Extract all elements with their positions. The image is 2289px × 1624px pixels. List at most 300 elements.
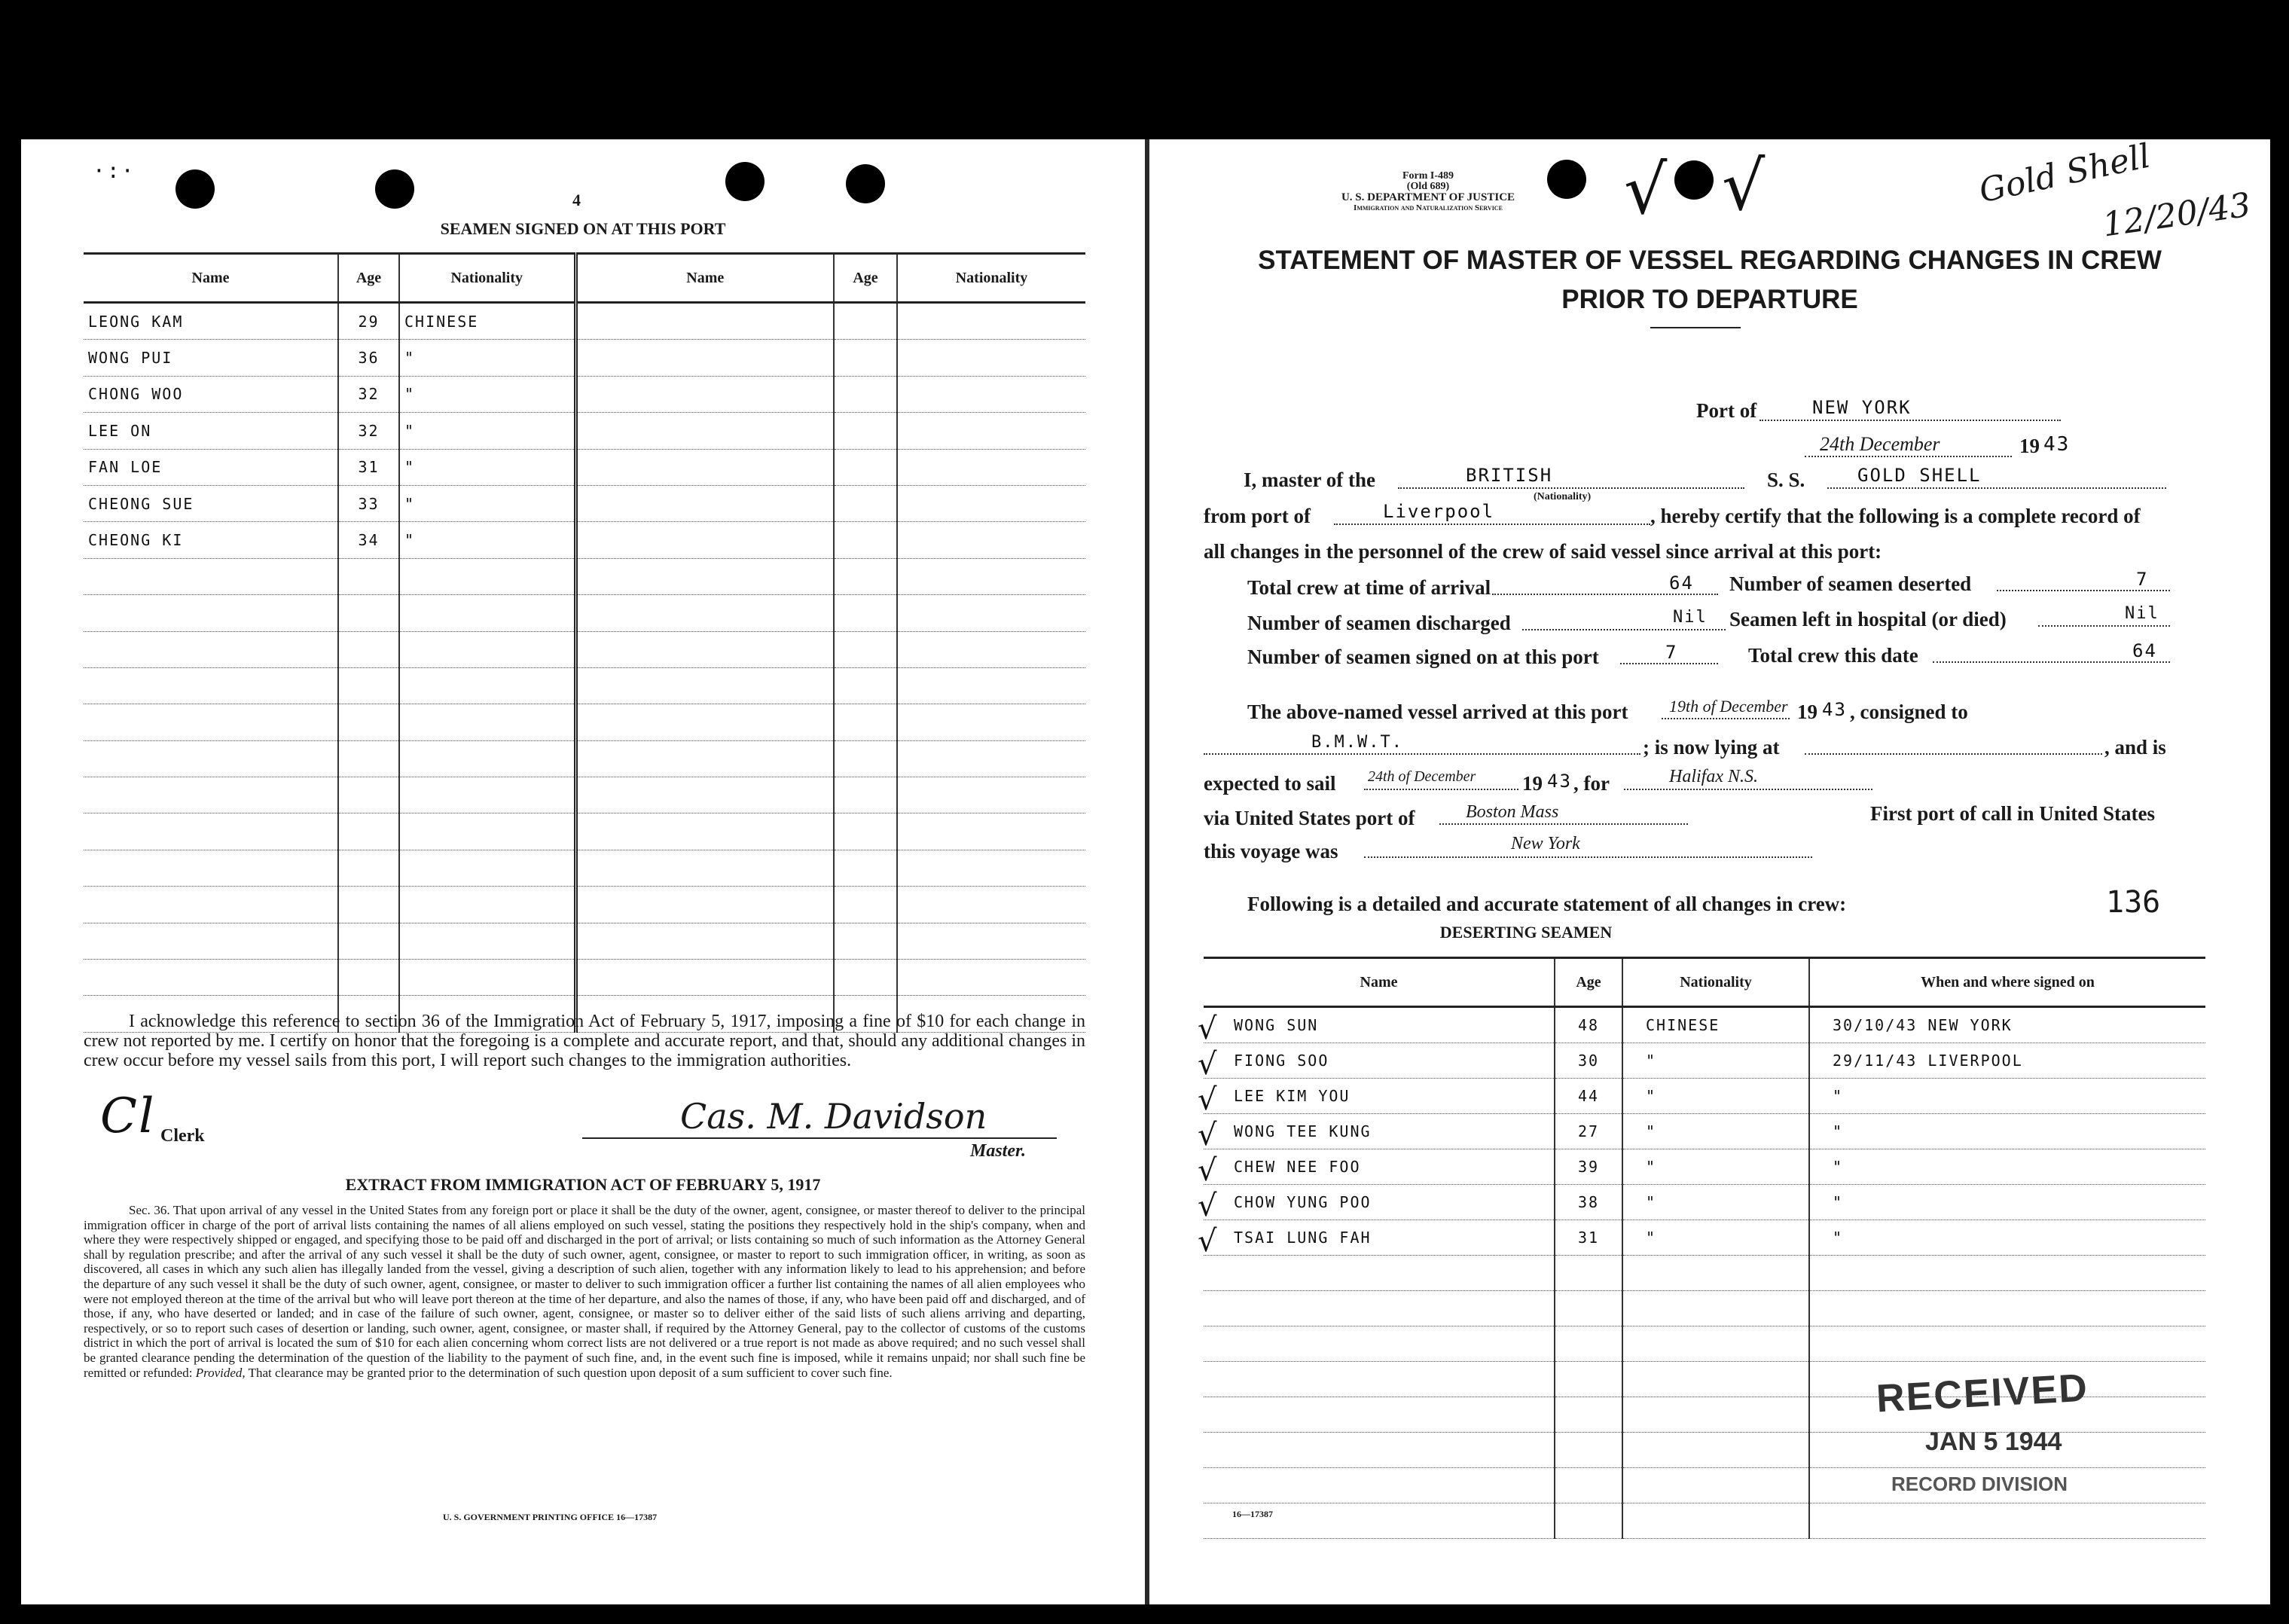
cell-age [1555,1326,1622,1362]
col-age: Age [1555,958,1622,1007]
table-row [84,814,1085,850]
cell-age-2 [834,485,897,521]
cell-name [1204,1256,1555,1291]
hospital-value: Nil [2125,604,2159,623]
cell-nationality [399,704,575,740]
cell-signed-on: " [1809,1185,2205,1220]
cell-age: 38 [1555,1185,1622,1220]
table-row [84,704,1085,740]
certify-text: , hereby certify that the following is a complete record of [1650,505,2141,527]
table-row [84,340,1085,376]
cell-name-2 [575,413,834,449]
cell-name-2 [575,376,834,412]
page-number: 4 [572,191,581,209]
extract-title: EXTRACT FROM IMMIGRATION ACT OF FEBRUARY 5, 1917 [345,1175,821,1194]
cell-name: WONG PUI [84,340,338,376]
cell-nationality-2 [897,814,1085,850]
cell-name [84,814,338,850]
arrived-year-prefix: 19 [1797,701,1817,723]
cell-age [338,631,399,667]
cell-age-2 [834,923,897,959]
cell-age [338,923,399,959]
expected-year: 43 [1547,771,1572,792]
from-port-line [1334,524,1650,525]
date-value: 24th December [1820,433,1940,455]
cell-age [1555,1362,1622,1397]
hospital-line [2038,625,2170,627]
voyage-line [1364,856,1812,858]
received-stamp-date: JAN 5 1944 [1925,1427,2062,1456]
cell-age [1555,1433,1622,1468]
destination-line [1624,789,1872,790]
cell-signed-on [1809,1291,2205,1326]
cell-nationality-2 [897,449,1085,485]
lying-line [1805,753,2102,755]
cell-name-2 [575,449,834,485]
cell-name: √ CHOW YUNG POO [1204,1185,1555,1220]
cell-age: 44 [1555,1079,1622,1114]
signed-on-value: 7 [1665,642,1678,663]
cell-name [84,960,338,996]
cell-name: CHEONG KI [84,522,338,558]
signed-on-label: Number of seamen signed on at this port [1247,646,1599,668]
for-label: , for [1573,772,1610,795]
total-crew-arrival-label: Total crew at time of arrival [1247,576,1491,599]
destination-value: Halifax N.S. [1669,767,1758,786]
cell-age [1555,1503,1622,1539]
right-sheet [1149,136,2270,1604]
col-age: Age [338,254,399,303]
cell-name: √ FIONG SOO [1204,1043,1555,1079]
arrived-value: 19th of December [1669,697,1788,716]
cell-nationality [399,777,575,814]
cell-signed-on: 30/10/43 NEW YORK [1809,1007,2205,1043]
discharged-label: Number of seamen discharged [1247,612,1511,634]
table-row [1204,1114,2205,1149]
left-sheet [21,139,1145,1604]
cell-signed-on: 29/11/43 LIVERPOOL [1809,1043,2205,1079]
check-mark-icon: √ [1198,1047,1219,1082]
consignee-value: B.M.W.T. [1311,733,1403,752]
cell-age: 34 [338,522,399,558]
page-number-stamp: 136 [2106,885,2161,920]
cell-nationality-2 [897,887,1085,923]
cell-age [338,704,399,740]
cell-nationality [399,814,575,850]
total-crew-arrival-value: 64 [1669,572,1694,594]
cell-signed-on [1809,1503,2205,1539]
cell-age: 32 [338,376,399,412]
clerk-signature: Cl [100,1088,156,1144]
cell-nationality: " [399,449,575,485]
arrived-year: 43 [1822,699,1847,720]
table-row [84,449,1085,485]
received-stamp: RECEIVED [1875,1366,2090,1421]
cell-age: 48 [1555,1007,1622,1043]
punch-hole [1674,160,1714,200]
discharged-line [1522,629,1726,630]
cell-nationality: CHINESE [399,303,575,340]
cell-nationality: " [1622,1079,1809,1114]
cell-nationality: " [1622,1114,1809,1149]
check-mark-icon: √ [1198,1082,1219,1117]
cell-age-2 [834,413,897,449]
cell-name-2 [575,850,834,886]
cell-age-2 [834,740,897,777]
from-port-label: from port of [1204,505,1311,527]
table-row [1204,1007,2205,1043]
cell-name: √ WONG SUN [1204,1007,1555,1043]
cell-name [1204,1433,1555,1468]
cell-age-2 [834,704,897,740]
total-crew-arrival-line [1492,594,1718,595]
cell-nationality-2 [897,850,1085,886]
date-year-prefix: 19 [2019,435,2040,457]
cell-nationality [399,850,575,886]
cell-nationality: " [399,522,575,558]
cell-nationality-2 [897,485,1085,521]
voyage-label: this voyage was [1204,840,1338,862]
cell-name-2 [575,960,834,996]
certification-text: I acknowledge this reference to section 36 of the Immigration Act of February 5, 1917, imposing a fine of $10 for each change in crew not reported by me. I certify on honor that the foregoing is a complete and accurate report, and that, should any additional changes in crew occur before my vessel sails from this port, I will report such changes to the immigration authorities. [84,1012,1085,1070]
table-row [84,413,1085,449]
table-row [1204,1326,2205,1362]
cell-nationality [1622,1468,1809,1503]
cell-name-2 [575,887,834,923]
cell-signed-on [1809,1326,2205,1362]
cell-nationality-2 [897,667,1085,704]
expected-line [1364,789,1518,790]
cell-name [84,850,338,886]
section-title: SEAMEN SIGNED ON AT THIS PORT [440,219,726,238]
first-port-label: First port of call in United States [1870,802,2155,825]
deserted-value: 7 [2136,569,2149,590]
via-label: via United States port of [1204,807,1415,829]
cell-name-2 [575,595,834,631]
cell-name-2 [575,923,834,959]
cell-age [338,595,399,631]
cell-age: 27 [1555,1114,1622,1149]
deserted-line [1997,590,2170,591]
table-row [84,887,1085,923]
cell-nationality [1622,1397,1809,1433]
cell-name-2 [575,340,834,376]
nationality-value: BRITISH [1466,465,1553,486]
form-number: Form I-489 (Old 689) U. S. DEPARTMENT OF JUSTICE Immigration and Naturalization Service [1341,170,1515,212]
cell-age [1555,1291,1622,1326]
cell-nationality [399,631,575,667]
corner-mark: ·:· [93,158,136,183]
cell-name [1204,1291,1555,1326]
cell-nationality [399,667,575,704]
table-row [1204,1291,2205,1326]
port-of-line [1759,420,2061,421]
check-mark-icon: √ [1198,1189,1219,1223]
cell-age [338,777,399,814]
cell-nationality-2 [897,413,1085,449]
cell-nationality-2 [897,376,1085,412]
cell-nationality-2 [897,303,1085,340]
master-signature: Cas. M. Davidson [680,1096,987,1137]
cell-age-2 [834,522,897,558]
cell-name [84,595,338,631]
cell-name-2 [575,814,834,850]
check-mark-icon: √ [1198,1012,1219,1046]
cell-name [84,631,338,667]
ss-line [1827,487,2166,489]
col-name-2: Name [575,254,834,303]
hospital-label: Seamen left in hospital (or died) [1729,608,2007,630]
cell-name: LEE ON [84,413,338,449]
cell-age [338,887,399,923]
cell-nationality [1622,1326,1809,1362]
cell-age-2 [834,850,897,886]
port-of-label: Port of [1696,399,1757,422]
cell-name-2 [575,522,834,558]
cell-nationality-2 [897,960,1085,996]
expected-value: 24th of December [1368,768,1476,785]
cell-nationality [399,887,575,923]
punch-hole [1547,160,1586,199]
punch-hole [725,162,765,201]
cell-nationality-2 [897,558,1085,594]
table-row [84,631,1085,667]
handwritten-corner-note: Gold Shell [1976,136,2154,211]
signed-on-line [1620,663,1718,664]
table-row [1204,1149,2205,1185]
cell-age: 31 [1555,1220,1622,1256]
cell-name-2 [575,631,834,667]
cell-name [84,740,338,777]
cell-age: 39 [1555,1149,1622,1185]
via-line [1439,823,1688,825]
cell-age-2 [834,887,897,923]
received-stamp-division: RECORD DIVISION [1891,1473,2068,1495]
cell-name [1204,1326,1555,1362]
cell-age [338,960,399,996]
cell-age: 31 [338,449,399,485]
cell-nationality [1622,1256,1809,1291]
cell-nationality: " [1622,1220,1809,1256]
clerk-label: Clerk [160,1126,205,1146]
punch-hole [846,164,885,203]
cell-nationality: " [1622,1185,1809,1220]
cell-nationality [399,558,575,594]
date-year: 43 [2043,433,2071,456]
discharged-value: Nil [1673,608,1708,627]
cell-signed-on: " [1809,1149,2205,1185]
table-row [1204,1503,2205,1539]
cell-nationality [399,740,575,777]
cell-age-2 [834,376,897,412]
table-row [84,777,1085,814]
table-row [1204,1256,2205,1291]
cell-name-2 [575,485,834,521]
cell-age-2 [834,340,897,376]
changes-text: all changes in the personnel of the crew of said vessel since arrival at this port: [1204,540,1882,563]
cell-nationality [1622,1503,1809,1539]
cell-age: 29 [338,303,399,340]
cell-name [1204,1468,1555,1503]
printer-line: U. S. GOVERNMENT PRINTING OFFICE 16—17387 [443,1512,658,1522]
expected-label: expected to sail [1204,772,1336,795]
printer-line: 16—17387 [1232,1509,1273,1519]
cell-age-2 [834,777,897,814]
cell-name [1204,1362,1555,1397]
col-nationality: Nationality [1622,958,1809,1007]
cell-nationality: " [399,413,575,449]
cell-age-2 [834,303,897,340]
cell-nationality-2 [897,923,1085,959]
arrived-label: The above-named vessel arrived at this port [1247,701,1628,723]
punch-hole [175,169,215,209]
via-value: Boston Mass [1466,802,1559,822]
cell-nationality [399,595,575,631]
master-of-label: I, master of the [1244,469,1375,491]
cell-age-2 [834,631,897,667]
cell-age [338,558,399,594]
cell-name [84,667,338,704]
cell-age [1555,1468,1622,1503]
consignee-line [1204,753,1640,755]
cell-signed-on [1809,1256,2205,1291]
date-line [1805,456,2012,457]
cell-name: √ CHEW NEE FOO [1204,1149,1555,1185]
check-mark-icon: √ [1198,1118,1219,1152]
table-row [84,558,1085,594]
check-mark-icon: √ [1722,147,1766,226]
cell-age [338,667,399,704]
lying-label: ; is now lying at [1643,736,1780,759]
cell-nationality-2 [897,595,1085,631]
cell-age: 32 [338,413,399,449]
cell-name-2 [575,558,834,594]
cell-signed-on: " [1809,1114,2205,1149]
deserting-title: DESERTING SEAMEN [1439,923,1613,942]
cell-name [1204,1397,1555,1433]
following-text: Following is a detailed and accurate statement of all changes in crew: [1247,893,1847,915]
cell-nationality [1622,1362,1809,1397]
port-of-value: NEW YORK [1812,397,1912,418]
cell-nationality-2 [897,340,1085,376]
cell-nationality [399,960,575,996]
cell-nationality: CHINESE [1622,1007,1809,1043]
cell-age: 33 [338,485,399,521]
table-row [84,923,1085,959]
table-row [84,303,1085,340]
table-row [84,740,1085,777]
check-mark-icon: √ [1198,1224,1219,1259]
table-row [84,522,1085,558]
master-signature-line [582,1137,1057,1139]
cell-name-2 [575,740,834,777]
cell-age-2 [834,960,897,996]
cell-age-2 [834,449,897,485]
cell-name-2 [575,667,834,704]
seamen-signed-on-table [84,252,1085,1033]
cell-nationality-2 [897,522,1085,558]
cell-nationality-2 [897,777,1085,814]
cell-name [84,923,338,959]
cell-age [338,850,399,886]
cell-name [84,777,338,814]
cell-age [338,814,399,850]
nationality-line [1398,487,1744,489]
cell-nationality [1622,1291,1809,1326]
cell-nationality [1622,1433,1809,1468]
cell-nationality [399,923,575,959]
table-row [84,850,1085,886]
cell-age [1555,1397,1622,1433]
table-row [84,960,1085,996]
table-row [84,485,1085,521]
consigned-label: , consigned to [1850,701,1968,723]
expected-year-prefix: 19 [1522,772,1543,795]
cell-nationality: " [1622,1149,1809,1185]
table-row [84,376,1085,412]
cell-signed-on: " [1809,1220,2205,1256]
col-nationality: Nationality [399,254,575,303]
cell-nationality: " [399,340,575,376]
cell-name-2 [575,704,834,740]
cell-age [338,740,399,777]
cell-age: 36 [338,340,399,376]
cell-nationality-2 [897,740,1085,777]
check-mark-icon: √ [1624,151,1668,230]
table-row [1204,1185,2205,1220]
cell-name-2 [575,303,834,340]
voyage-value: New York [1511,834,1580,853]
cell-age: 30 [1555,1043,1622,1079]
col-name: Name [84,254,338,303]
cell-name-2 [575,777,834,814]
col-signed-on: When and where signed on [1809,958,2205,1007]
col-age-2: Age [834,254,897,303]
total-today-value: 64 [2132,640,2157,661]
table-row [1204,1079,2205,1114]
cell-name [84,558,338,594]
ss-label: S. S. [1767,469,1805,491]
cell-age-2 [834,558,897,594]
form-title: STATEMENT OF MASTER OF VESSEL REGARDING CHANGES IN CREW PRIOR TO DEPARTURE [1258,246,2162,314]
total-today-line [1933,661,2170,663]
col-nationality-2: Nationality [897,254,1085,303]
cell-name: CHONG WOO [84,376,338,412]
cell-name [84,887,338,923]
title-rule [1650,327,1741,328]
cell-age-2 [834,667,897,704]
nationality-caption: (Nationality) [1534,491,1592,502]
table-row [84,595,1085,631]
cell-age [1555,1256,1622,1291]
master-label: Master. [970,1141,1027,1161]
cell-name: LEONG KAM [84,303,338,340]
cell-nationality-2 [897,704,1085,740]
total-today-label: Total crew this date [1748,644,1918,667]
table-row [84,667,1085,704]
and-is-label: , and is [2104,736,2166,759]
cell-age-2 [834,595,897,631]
cell-nationality: " [1622,1043,1809,1079]
cell-name [84,704,338,740]
from-port-value: Liverpool [1383,501,1495,522]
cell-nationality-2 [897,631,1085,667]
cell-nationality: " [399,376,575,412]
cell-name: √ WONG TEE KUNG [1204,1114,1555,1149]
cell-name: FAN LOE [84,449,338,485]
ss-value: GOLD SHELL [1857,465,1982,486]
cell-name: √ TSAI LUNG FAH [1204,1220,1555,1256]
